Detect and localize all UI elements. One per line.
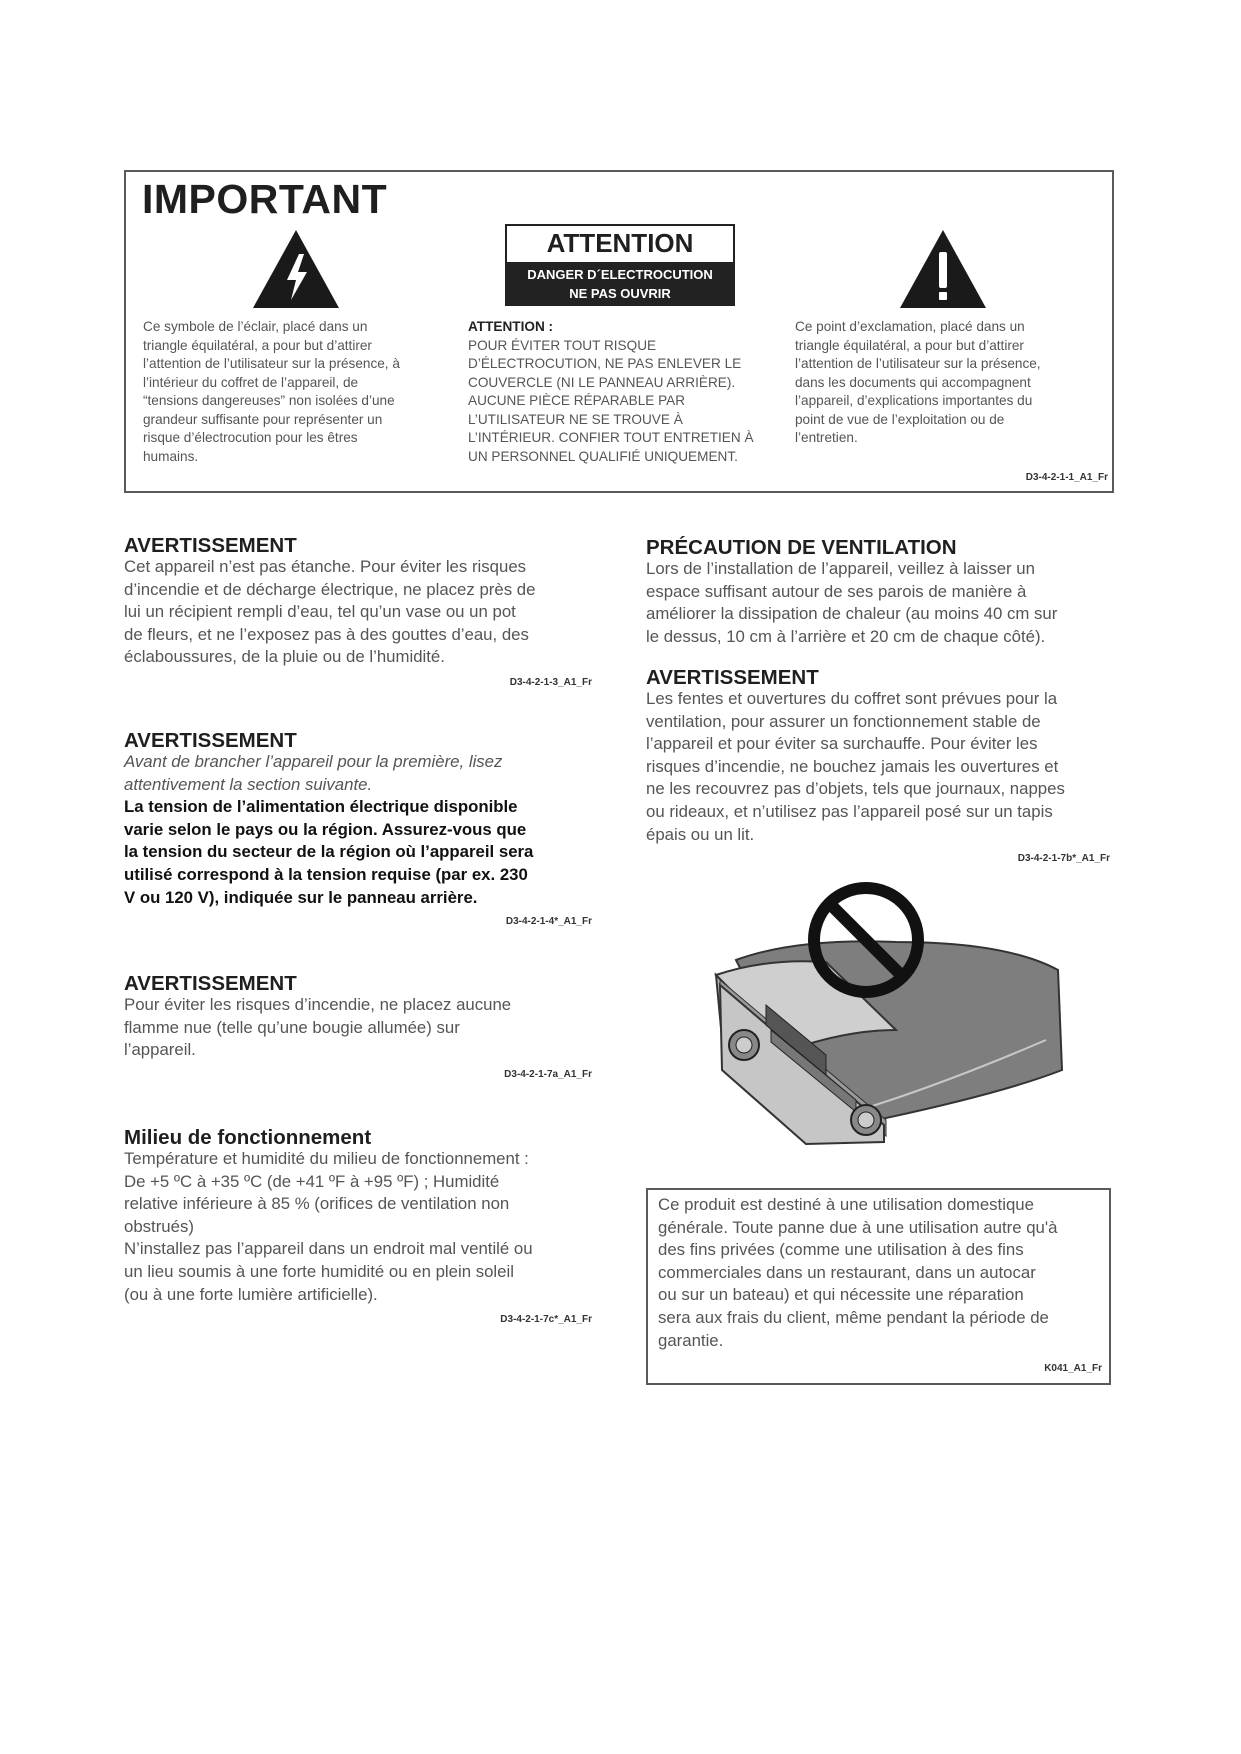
text-line: ou rideaux, et n’utilisez pas l’appareil posé sur un tapis xyxy=(646,801,1053,821)
text-line: dans les documents qui accompagnent xyxy=(795,374,1031,390)
text-line: triangle équilatéral, a pour but d’attirer xyxy=(143,337,372,353)
section-heading: Milieu de fonctionnement xyxy=(124,1126,372,1149)
section-heading: AVERTISSEMENT xyxy=(124,534,297,557)
text-line: des fins privées (comme une utilisation à des fins xyxy=(658,1240,1024,1260)
text-line: triangle équilatéral, a pour but d’attirer xyxy=(795,337,1024,353)
exclamation-symbol-description xyxy=(795,318,1105,448)
text-line: attentivement la section suivante. xyxy=(124,774,373,794)
reference-code: K041_A1_Fr xyxy=(1044,1363,1102,1374)
text-line: AUCUNE PIÈCE RÉPARABLE PAR xyxy=(468,393,686,408)
section-heading: PRÉCAUTION DE VENTILATION xyxy=(646,536,957,559)
text-line: Cet appareil n’est pas étanche. Pour éviter les risques xyxy=(124,557,527,576)
attention-notice xyxy=(468,318,788,466)
text-line: l’appareil, d’explications importantes du xyxy=(795,393,1033,408)
text-line: risque d’électrocution pour les êtres xyxy=(143,430,358,445)
text-line: l’attention de l’utilisateur sur la présence, à xyxy=(143,356,400,371)
text-line: humains. xyxy=(143,448,199,464)
text-line: ou sur un bateau) et qui nécessite une réparation xyxy=(658,1285,1024,1305)
text-line: Les fentes et ouvertures du coffret sont prévues pour la xyxy=(646,689,1058,708)
text-line: Ce produit est destiné à une utilisation domestique xyxy=(658,1195,1034,1214)
text-line: Température et humidité du milieu de fonctionnement : xyxy=(124,1149,529,1168)
section-body xyxy=(124,556,604,669)
text-line: épais ou un lit. xyxy=(646,824,755,844)
text-line: flamme nue (telle qu’une bougie allumée) sur xyxy=(124,1017,460,1037)
reference-code: D3-4-2-1-3_A1_Fr xyxy=(509,677,592,688)
text-line: D’ÉLECTROCUTION, NE PAS ENLEVER LE xyxy=(468,356,742,371)
text-line: COUVERCLE (NI LE PANNEAU ARRIÈRE). xyxy=(468,374,736,390)
electric-shock-warning-icon xyxy=(251,228,341,310)
text-line: un lieu soumis à une forte humidité ou en plein soleil xyxy=(124,1261,514,1281)
section-heading: AVERTISSEMENT xyxy=(124,729,297,752)
text-line: Lors de l’installation de l’appareil, veillez à laisser un xyxy=(646,559,1035,578)
covered-receiver-illustration xyxy=(706,880,1068,1170)
text-line: L’INTÉRIEUR. CONFIER TOUT ENTRETIEN À xyxy=(468,430,754,445)
text-line: V ou 120 V), indiquée sur le panneau arrière. xyxy=(124,887,478,907)
text-line: garantie. xyxy=(658,1330,724,1350)
attention-caption: ATTENTION : xyxy=(468,319,554,334)
attention-panel-line: NE PAS OUVRIR xyxy=(569,286,671,301)
important-title: IMPORTANT xyxy=(142,176,388,222)
text-line: (ou à une forte lumière artificielle). xyxy=(124,1284,378,1304)
text-line: de fleurs, et ne l’exposez pas à des gouttes d’eau, des xyxy=(124,624,529,644)
text-line: la tension du secteur de la région où l’appareil sera xyxy=(124,842,534,862)
text-line: UN PERSONNEL QUALIFIÉ UNIQUEMENT. xyxy=(468,448,738,464)
text-line: améliorer la dissipation de chaleur (au moins 40 cm sur xyxy=(646,604,1058,624)
reference-code: D3-4-2-1-7a_A1_Fr xyxy=(504,1069,592,1080)
text-line: l’appareil et pour éviter sa surchauffe. Pour éviter les xyxy=(646,734,1038,754)
attention-panel xyxy=(505,224,735,306)
text-line: l’intérieur du coffret de l’appareil, de xyxy=(143,374,359,390)
text-line: Ce symbole de l’éclair, placé dans un xyxy=(143,319,368,334)
text-line: Ce point d’exclamation, placé dans un xyxy=(795,319,1025,334)
attention-panel-title: ATTENTION xyxy=(546,228,694,258)
text-line: d’incendie et de décharge électrique, ne placez près de xyxy=(124,579,536,599)
attention-panel-band xyxy=(507,262,733,304)
text-line: commerciales dans un restaurant, dans un autocar xyxy=(658,1262,1036,1282)
text-line: ventilation, pour assurer un fonctionnement stable de xyxy=(646,711,1041,731)
exclamation-warning-icon xyxy=(898,228,988,310)
text-line: risques d’incendie, ne bouchez jamais les ouvertures et xyxy=(646,756,1059,776)
text-line: sera aux frais du client, même pendant la période de xyxy=(658,1307,1049,1327)
section-body xyxy=(124,994,604,1062)
text-line: l’entretien. xyxy=(795,430,858,445)
text-line: obstrués) xyxy=(124,1216,194,1236)
text-line: POUR ÉVITER TOUT RISQUE xyxy=(468,337,657,353)
text-line: utilisé correspond à la tension requise (par ex. 230 xyxy=(124,864,528,884)
text-line: De +5 ºC à +35 ºC (de +41 ºF à +95 ºF) ; Humidité xyxy=(124,1171,500,1191)
text-line: La tension de l’alimentation électrique disponible xyxy=(124,797,518,817)
lightning-symbol-description xyxy=(143,318,463,466)
reference-code: D3-4-2-1-4*_A1_Fr xyxy=(505,916,592,927)
reference-code: D3-4-2-1-7c*_A1_Fr xyxy=(500,1314,592,1325)
text-line: lui un récipient rempli d’eau, tel qu’un vase ou un pot xyxy=(124,602,516,622)
text-line: générale. Toute panne due à une utilisation autre qu'à xyxy=(658,1217,1058,1237)
text-line: Avant de brancher l’appareil pour la première, lisez xyxy=(124,752,503,771)
text-line: l’attention de l’utilisateur sur la présence, xyxy=(795,356,1041,371)
text-line: ne les recouvrez pas d’objets, tels que journaux, nappes xyxy=(646,779,1065,799)
text-line: l’appareil. xyxy=(124,1040,196,1060)
text-line: le dessus, 10 cm à l’arrière et 20 cm de chaque côté). xyxy=(646,626,1046,646)
domestic-use-notice xyxy=(658,1194,1108,1352)
reference-code: D3-4-2-1-7b*_A1_Fr xyxy=(1017,853,1110,864)
text-line: “tensions dangereuses” non isolées d’une xyxy=(143,393,395,408)
section-body xyxy=(124,1148,604,1306)
section-body xyxy=(646,688,1116,846)
text-line: point de vue de l’exploitation ou de xyxy=(795,411,1005,427)
text-line: relative inférieure à 85 % (orifices de ventilation non xyxy=(124,1194,510,1214)
section-heading: AVERTISSEMENT xyxy=(646,666,819,689)
text-line: grandeur suffisante pour représenter un xyxy=(143,411,383,427)
text-line: éclaboussures, de la pluie ou de l’humidité. xyxy=(124,647,445,667)
reference-code: D3-4-2-1-1_A1_Fr xyxy=(1025,472,1108,483)
text-line: espace suffisant autour de ses parois de manière à xyxy=(646,581,1027,601)
text-line: varie selon le pays ou la région. Assurez-vous que xyxy=(124,819,527,839)
text-line: Pour éviter les risques d’incendie, ne placez aucune xyxy=(124,995,512,1014)
text-line: N’installez pas l’appareil dans un endroit mal ventilé ou xyxy=(124,1239,533,1259)
attention-panel-line: DANGER D´ELECTROCUTION xyxy=(527,267,713,282)
section-heading: AVERTISSEMENT xyxy=(124,972,297,995)
section-body xyxy=(646,558,1116,648)
text-line: L’UTILISATEUR NE SE TROUVE À xyxy=(468,411,683,427)
section-body xyxy=(124,751,604,909)
